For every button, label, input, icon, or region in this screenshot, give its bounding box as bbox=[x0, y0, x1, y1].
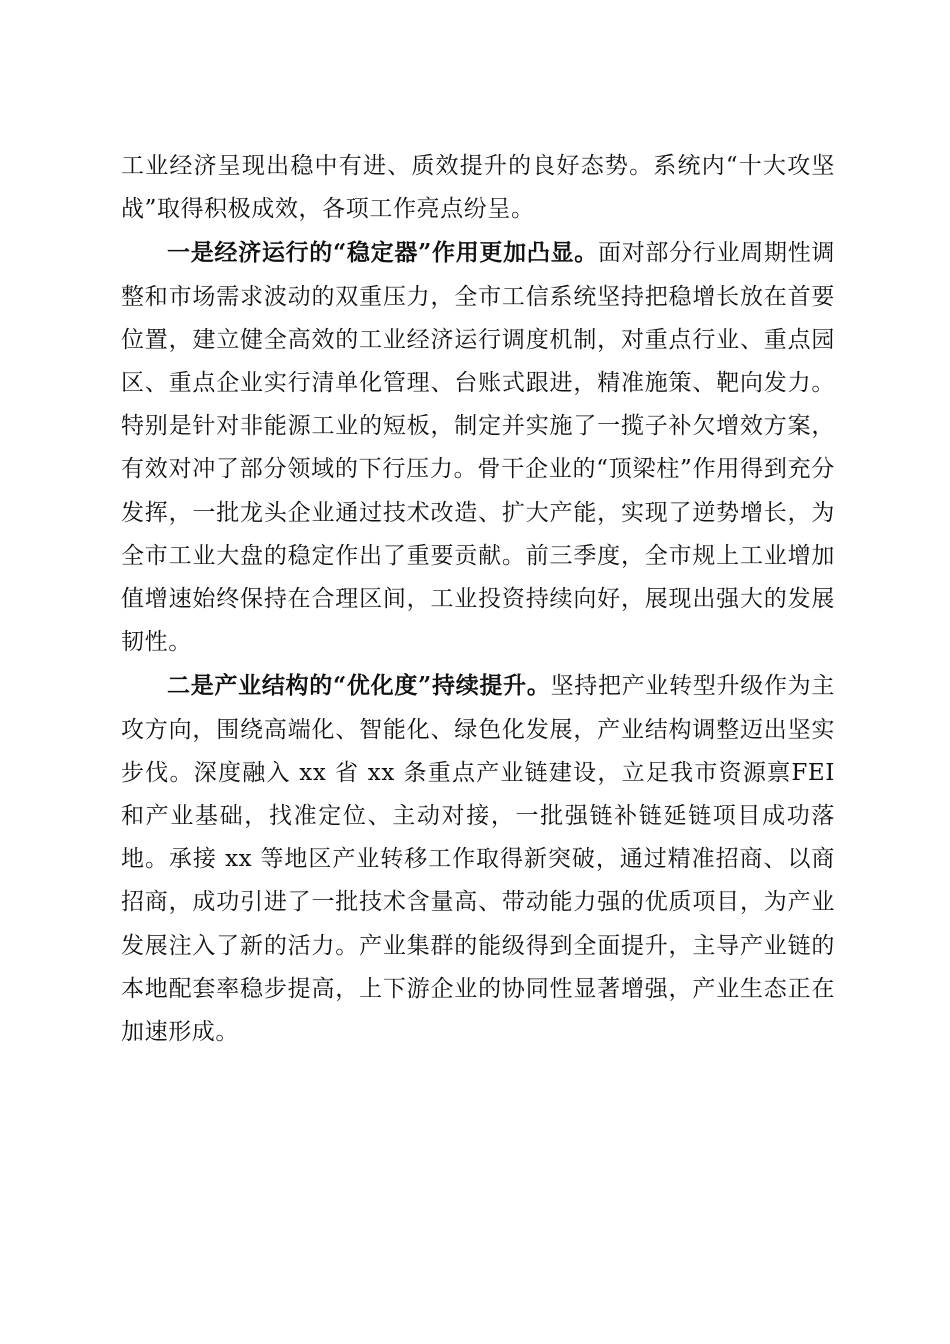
paragraph-text: 坚持把产业转型升级作为主攻方向，围绕高端化、智能化、绿色化发展，产业结构调整迈出坚实步伐。深度融入 xx 省 xx 条重点产业链建设，立足我市资源禀FEI和产业基础，找准定位、主动对接，一批强链补链延链项目成功落地。承接 xx 等地区产业转移工作取得新突破，通过精准招商、以商招商，成功引进了一批技术含量高、带动能力强的优质项目，为产业发展注入了新的活力。产业集群的能级得到全面提升，主导产业链的本地配套率稳步提高，上下游企业的协同性显著增强，产业生态正在加速形成。 bbox=[121, 673, 835, 1046]
paragraph-lead-heading: 二是产业结构的“优化度”持续提升。 bbox=[167, 672, 551, 700]
paragraph-economic-stability bbox=[121, 231, 835, 664]
paragraph-industrial-structure bbox=[121, 664, 835, 1054]
paragraph-text: 工业经济呈现出稳中有进、质效提升的良好态势。系统内“十大攻坚战”取得积极成效，各项工作亮点纷呈。 bbox=[121, 153, 835, 223]
paragraph-lead-heading: 一是经济运行的“稳定器”作用更加凸显。 bbox=[167, 239, 598, 267]
paragraph-continuation bbox=[121, 145, 835, 231]
document-page bbox=[121, 145, 835, 1054]
paragraph-text: 面对部分行业周期性调整和市场需求波动的双重压力，全市工信系统坚持把稳增长放在首要位置，建立健全高效的工业经济运行调度机制，对重点行业、重点园区、重点企业实行清单化管理、台账式跟进，精准施策、靶向发力。特别是针对非能源工业的短板，制定并实施了一揽子补欠增效方案，有效对冲了部分领域的下行压力。骨干企业的“顶梁柱”作用得到充分发挥，一批龙头企业通过技术改造、扩大产能，实现了逆势增长，为全市工业大盘的稳定作出了重要贡献。前三季度，全市规上工业增加值增速始终保持在合理区间，工业投资持续向好，展现出强大的发展韧性。 bbox=[121, 240, 836, 656]
